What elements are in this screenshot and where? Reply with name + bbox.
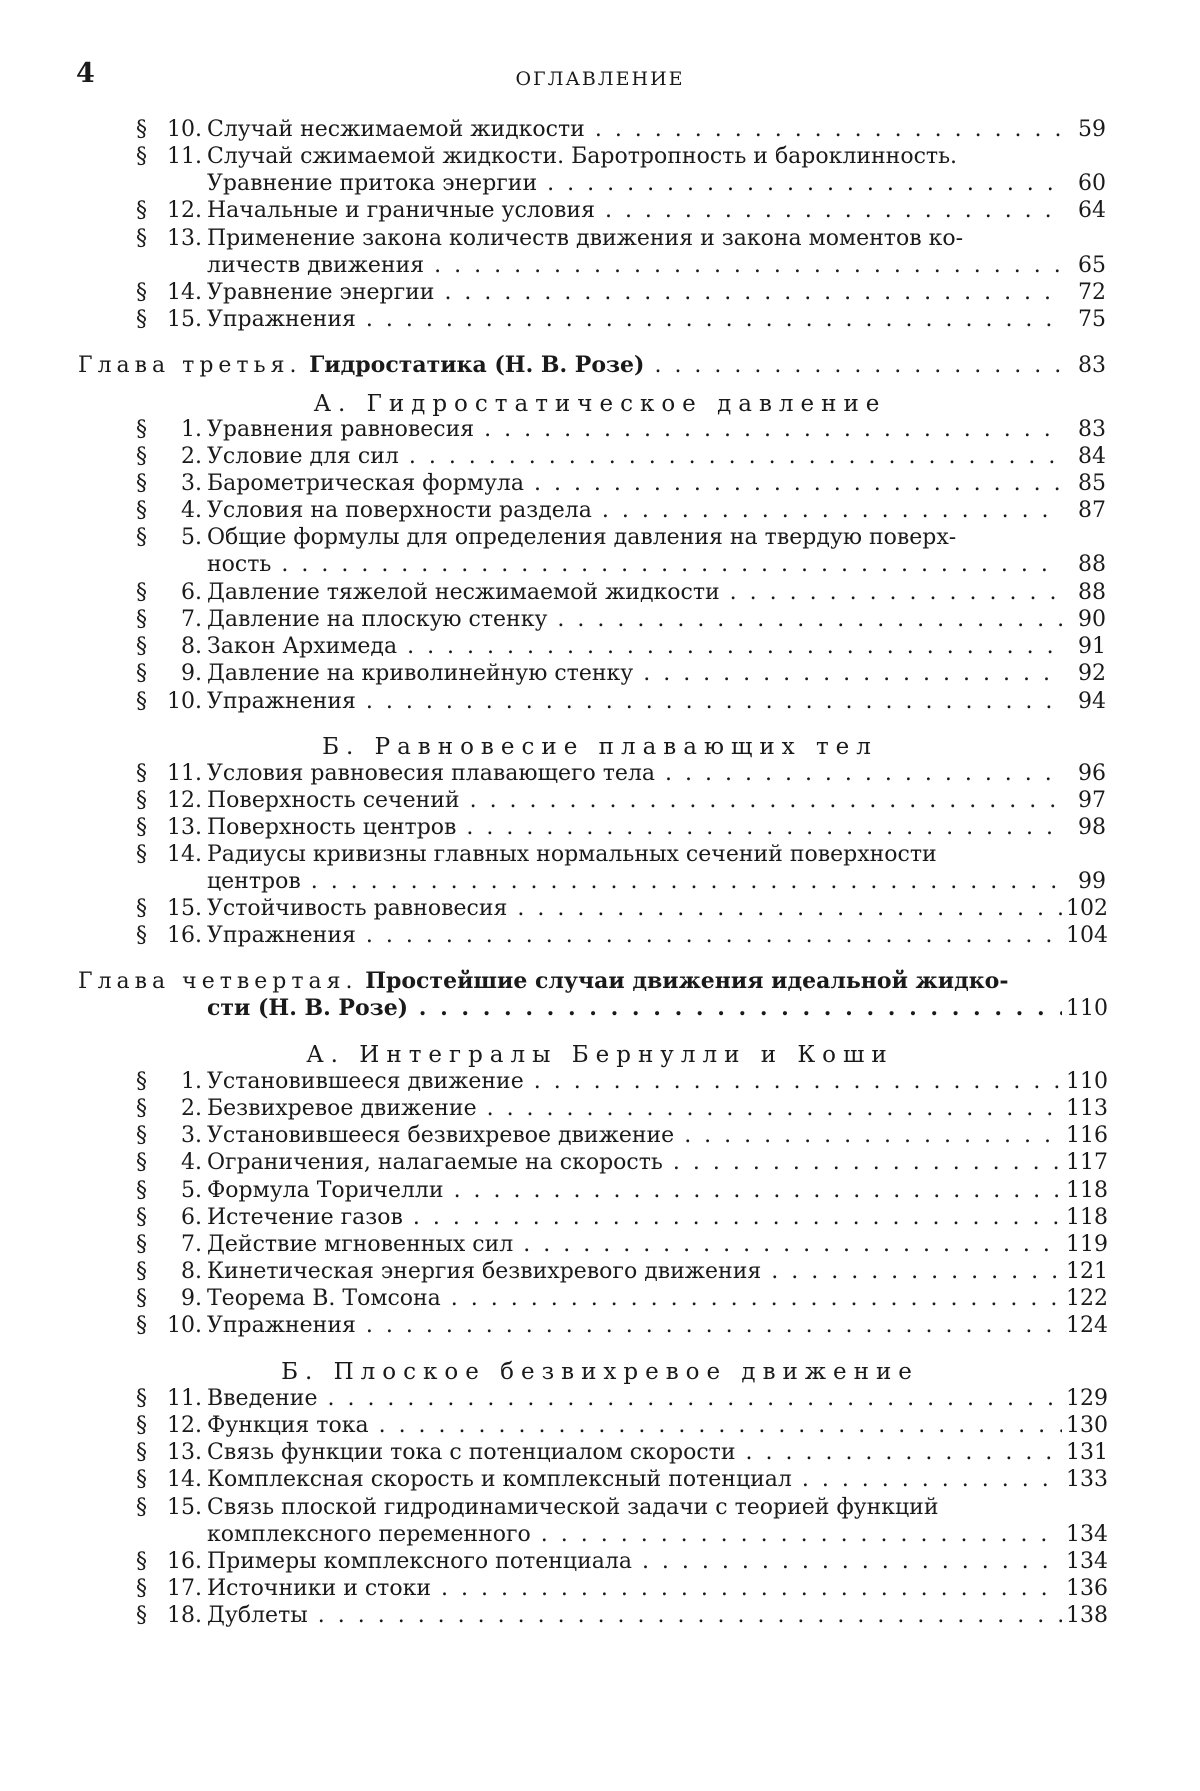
section-sign: § — [136, 144, 147, 169]
page-ref: 133 — [1062, 1466, 1106, 1493]
section-sign: § — [136, 280, 147, 305]
toc-entry — [0, 1548, 1200, 1575]
section-sign: § — [136, 1386, 147, 1411]
toc-entry — [0, 995, 1200, 1022]
chapter-title-continued: сти (Н. В. Розе) . . . — [207, 995, 1067, 1022]
page-ref: 118 — [1062, 1177, 1106, 1204]
toc-entry — [0, 868, 1200, 895]
entry-number: 4. — [181, 498, 202, 523]
page-ref: 110 — [1062, 995, 1106, 1022]
running-head: ОГЛАВЛЕНИЕ — [515, 68, 685, 90]
section-sign: § — [136, 498, 147, 523]
entry-number: 2. — [181, 444, 202, 469]
entry-title: Установившееся безвихревое движение . . . — [207, 1122, 1067, 1149]
toc-entry — [0, 1602, 1200, 1629]
page-ref: 92 — [1062, 660, 1106, 687]
entry-number: 11. — [167, 144, 202, 169]
toc-entry — [0, 116, 1200, 143]
chapter-name: Гидростатика (Н. В. Розе) — [301, 352, 645, 378]
section-heading: А. Интегралы Бернулли и Коши — [306, 1042, 894, 1068]
toc-entry — [0, 1068, 1200, 1095]
section-sign: § — [136, 1232, 147, 1257]
page-ref: 75 — [1062, 306, 1106, 333]
section-sign: § — [136, 1069, 147, 1094]
toc-entry — [0, 1095, 1200, 1122]
entry-number: 12. — [167, 788, 202, 813]
section-sign: § — [136, 1467, 147, 1492]
entry-title-continued: центров . . . — [207, 868, 1067, 895]
toc-entry — [0, 1494, 1200, 1521]
entry-title-continued: Уравнение притока энергии . . . — [207, 170, 1067, 197]
section-sign: § — [136, 1576, 147, 1601]
section-sign: § — [136, 1205, 147, 1230]
entry-title: Функция тока . . . — [207, 1412, 1067, 1439]
entry-title: Теорема В. Томсона . . . — [207, 1285, 1067, 1312]
section-sign: § — [136, 788, 147, 813]
toc-entry — [0, 524, 1200, 551]
entry-number: 6. — [181, 580, 202, 605]
page-ref: 136 — [1062, 1575, 1106, 1602]
entry-number: 2. — [181, 1096, 202, 1121]
toc-entry — [0, 895, 1200, 922]
entry-title: Действие мгновенных сил . . . — [207, 1231, 1067, 1258]
page-ref: 97 — [1062, 787, 1106, 814]
page-ref: 84 — [1062, 443, 1106, 470]
section-sign: § — [136, 1178, 147, 1203]
chapter-title — [78, 968, 1067, 995]
page-ref: 131 — [1062, 1439, 1106, 1466]
entry-title: Условие для сил . . . — [207, 443, 1067, 470]
section-sign: § — [136, 1150, 147, 1175]
entry-number: 8. — [181, 1259, 202, 1284]
entry-number: 13. — [167, 815, 202, 840]
toc-entry — [0, 579, 1200, 606]
page-ref: 91 — [1062, 633, 1106, 660]
section-sign: § — [136, 580, 147, 605]
toc-entry — [0, 1231, 1200, 1258]
toc-entry — [0, 1466, 1200, 1493]
toc-entry — [0, 1521, 1200, 1548]
section-sign: § — [136, 117, 147, 142]
entry-title: Случай несжимаемой жидкости . . . — [207, 116, 1067, 143]
toc-entry — [0, 606, 1200, 633]
section-sign: § — [136, 1096, 147, 1121]
entry-title: Радиусы кривизны главных нормальных сечений поверхности — [207, 842, 937, 867]
entry-title: Общие формулы для определения давления на твердую поверх- — [207, 525, 957, 550]
entry-number: 11. — [167, 761, 202, 786]
entry-number: 3. — [181, 471, 202, 496]
entry-number: 4. — [181, 1150, 202, 1175]
toc-entry — [0, 688, 1200, 715]
section-sign: § — [136, 1603, 147, 1628]
toc-entry — [0, 760, 1200, 787]
entry-title: Условия на поверхности раздела . . . — [207, 497, 1067, 524]
entry-number: 12. — [167, 1413, 202, 1438]
entry-title: Безвихревое движение . . . — [207, 1095, 1067, 1122]
entry-title: Источники и стоки . . . — [207, 1575, 1067, 1602]
entry-number: 18. — [167, 1603, 202, 1628]
toc-entry — [0, 143, 1200, 170]
entry-number: 12. — [167, 198, 202, 223]
toc-entry — [0, 279, 1200, 306]
entry-number: 14. — [167, 1467, 202, 1492]
entry-title: Закон Архимеда . . . — [207, 633, 1067, 660]
entry-title: Давление на криволинейную стенку . . . — [207, 660, 1067, 687]
toc-entry — [0, 633, 1200, 660]
section-sign: § — [136, 761, 147, 786]
entry-title: Упражнения . . . — [207, 1312, 1067, 1339]
page-ref: 72 — [1062, 279, 1106, 306]
section-sign: § — [136, 1313, 147, 1338]
page-number: 4 — [76, 58, 95, 89]
page-ref: 134 — [1062, 1521, 1106, 1548]
entry-number: 16. — [167, 923, 202, 948]
entry-number: 13. — [167, 1440, 202, 1465]
entry-number: 9. — [181, 1286, 202, 1311]
page-ref: 113 — [1062, 1095, 1106, 1122]
page-ref: 83 — [1062, 352, 1106, 379]
page-ref: 117 — [1062, 1149, 1106, 1176]
entry-title: Условия равновесия плавающего тела . . . — [207, 760, 1067, 787]
page-ref: 119 — [1062, 1231, 1106, 1258]
page-ref: 110 — [1062, 1068, 1106, 1095]
entry-number: 15. — [167, 307, 202, 332]
toc-entry — [0, 1204, 1200, 1231]
page-ref: 122 — [1062, 1285, 1106, 1312]
section-sign: § — [136, 896, 147, 921]
page-ref: 96 — [1062, 760, 1106, 787]
entry-number: 13. — [167, 226, 202, 251]
section-sign: § — [136, 1440, 147, 1465]
page-ref: 116 — [1062, 1122, 1106, 1149]
page-ref: 124 — [1062, 1312, 1106, 1339]
toc-entry — [0, 416, 1200, 443]
entry-title: Поверхность центров . . . — [207, 814, 1067, 841]
entry-number: 10. — [167, 117, 202, 142]
section-sign: § — [136, 417, 147, 442]
page-ref: 83 — [1062, 416, 1106, 443]
toc-entry — [0, 197, 1200, 224]
toc-entry — [0, 252, 1200, 279]
entry-title: Начальные и граничные условия . . . — [207, 197, 1067, 224]
toc-entry — [0, 1439, 1200, 1466]
entry-number: 1. — [181, 1069, 202, 1094]
page-ref: 104 — [1062, 922, 1106, 949]
section-sign: § — [136, 1495, 147, 1520]
page-ref: 138 — [1062, 1602, 1106, 1629]
entry-title: Упражнения . . . — [207, 306, 1067, 333]
entry-number: 15. — [167, 896, 202, 921]
toc-entry — [0, 841, 1200, 868]
page-ref: 118 — [1062, 1204, 1106, 1231]
section-sign: § — [136, 307, 147, 332]
entry-title: Связь функции тока с потенциалом скорости . . . — [207, 1439, 1067, 1466]
page-ref: 102 — [1062, 895, 1106, 922]
section-sign: § — [136, 471, 147, 496]
page-ref: 121 — [1062, 1258, 1106, 1285]
toc-entry — [0, 470, 1200, 497]
entry-number: 1. — [181, 417, 202, 442]
entry-number: 10. — [167, 1313, 202, 1338]
section-sign: § — [136, 689, 147, 714]
page-ref: 130 — [1062, 1412, 1106, 1439]
entry-title: Примеры комплексного потенциала . . . — [207, 1548, 1067, 1575]
entry-number: 9. — [181, 661, 202, 686]
entry-title: Давление тяжелой несжимаемой жидкости . . . — [207, 579, 1067, 606]
section-sign: § — [136, 607, 147, 632]
section-sign: § — [136, 923, 147, 948]
entry-title: Ограничения, налагаемые на скорость . . . — [207, 1149, 1067, 1176]
chapter-name: Простейшие случаи движения идеальной жидко- — [357, 968, 1009, 994]
toc-entry — [0, 1285, 1200, 1312]
section-sign: § — [136, 226, 147, 251]
page-ref: 59 — [1062, 116, 1106, 143]
entry-title: Кинетическая энергия безвихревого движения . . . — [207, 1258, 1067, 1285]
entry-title: Давление на плоскую стенку . . . — [207, 606, 1067, 633]
section-sign: § — [136, 1413, 147, 1438]
chapter-prefix: Глава третья. — [78, 353, 302, 378]
toc-entry — [0, 968, 1200, 995]
entry-number: 16. — [167, 1549, 202, 1574]
section-sign: § — [136, 842, 147, 867]
toc-entry — [0, 787, 1200, 814]
entry-title: Формула Торичелли . . . — [207, 1177, 1067, 1204]
entry-title: Дублеты . . . — [207, 1602, 1067, 1629]
entry-number: 7. — [181, 1232, 202, 1257]
page-ref: 98 — [1062, 814, 1106, 841]
entry-title: Уравнение энергии . . . — [207, 279, 1067, 306]
entry-number: 15. — [167, 1495, 202, 1520]
toc-entry — [0, 170, 1200, 197]
toc-entry — [0, 1149, 1200, 1176]
entry-title: Уравнения равновесия . . . — [207, 416, 1067, 443]
toc-entry — [0, 814, 1200, 841]
page-ref: 65 — [1062, 252, 1106, 279]
toc-entry — [0, 1412, 1200, 1439]
entry-number: 8. — [181, 634, 202, 659]
entry-number: 11. — [167, 1386, 202, 1411]
page-ref: 88 — [1062, 579, 1106, 606]
section-sign: § — [136, 198, 147, 223]
entry-number: 14. — [167, 842, 202, 867]
entry-title: Барометрическая формула . . . — [207, 470, 1067, 497]
toc-entry — [0, 225, 1200, 252]
toc-entry — [0, 551, 1200, 578]
section-heading: Б. Равновесие плавающих тел — [322, 734, 878, 760]
entry-title: Поверхность сечений . . . — [207, 787, 1067, 814]
chapter-title — [78, 352, 1067, 379]
entry-title-continued: ность . . . — [207, 551, 1067, 578]
toc-entry — [0, 922, 1200, 949]
entry-title: Связь плоской гидродинамической задачи с теорией функций — [207, 1495, 939, 1520]
toc-entry — [0, 660, 1200, 687]
toc-entry — [0, 352, 1200, 379]
section-sign: § — [136, 634, 147, 659]
entry-title-continued: комплексного переменного . . . — [207, 1521, 1067, 1548]
toc-entry — [0, 1385, 1200, 1412]
section-sign: § — [136, 815, 147, 840]
entry-number: 6. — [181, 1205, 202, 1230]
entry-number: 7. — [181, 607, 202, 632]
entry-number: 5. — [181, 1178, 202, 1203]
section-heading: А. Гидростатическое давление — [313, 391, 887, 417]
section-sign: § — [136, 1123, 147, 1148]
toc-entry — [0, 1258, 1200, 1285]
section-sign: § — [136, 525, 147, 550]
section-sign: § — [136, 1549, 147, 1574]
toc-entry — [0, 1312, 1200, 1339]
page-ref: 88 — [1062, 551, 1106, 578]
page-ref: 64 — [1062, 197, 1106, 224]
entry-number: 17. — [167, 1576, 202, 1601]
entry-title-continued: личеств движения . . . — [207, 252, 1067, 279]
section-sign: § — [136, 444, 147, 469]
section-sign: § — [136, 1259, 147, 1284]
toc-entry — [0, 443, 1200, 470]
page-ref: 94 — [1062, 688, 1106, 715]
entry-title: Упражнения . . . — [207, 688, 1067, 715]
page-ref: 99 — [1062, 868, 1106, 895]
entry-number: 5. — [181, 525, 202, 550]
page-ref: 134 — [1062, 1548, 1106, 1575]
section-sign: § — [136, 661, 147, 686]
toc-entry — [0, 1177, 1200, 1204]
section-sign: § — [136, 1286, 147, 1311]
entry-title: Случай сжимаемой жидкости. Баротропность и бароклинность. — [207, 144, 958, 169]
entry-title: Истечение газов . . . — [207, 1204, 1067, 1231]
section-heading: Б. Плоское безвихревое движение — [281, 1359, 919, 1385]
toc-entry — [0, 497, 1200, 524]
entry-title: Установившееся движение . . . — [207, 1068, 1067, 1095]
entry-title: Устойчивость равновесия . . . — [207, 895, 1067, 922]
page-ref: 85 — [1062, 470, 1106, 497]
entry-number: 3. — [181, 1123, 202, 1148]
toc-entry — [0, 1122, 1200, 1149]
entry-title: Введение . . . — [207, 1385, 1067, 1412]
entry-number: 10. — [167, 689, 202, 714]
entry-title: Комплексная скорость и комплексный потенциал . . . — [207, 1466, 1067, 1493]
page-ref: 87 — [1062, 497, 1106, 524]
chapter-prefix: Глава четвертая. — [78, 969, 358, 994]
entry-number: 14. — [167, 280, 202, 305]
page-ref: 129 — [1062, 1385, 1106, 1412]
page-ref: 60 — [1062, 170, 1106, 197]
entry-title: Упражнения . . . — [207, 922, 1067, 949]
entry-title: Применение закона количеств движения и закона моментов ко- — [207, 226, 964, 251]
toc-entry — [0, 1575, 1200, 1602]
toc-entry — [0, 306, 1200, 333]
page-ref: 90 — [1062, 606, 1106, 633]
